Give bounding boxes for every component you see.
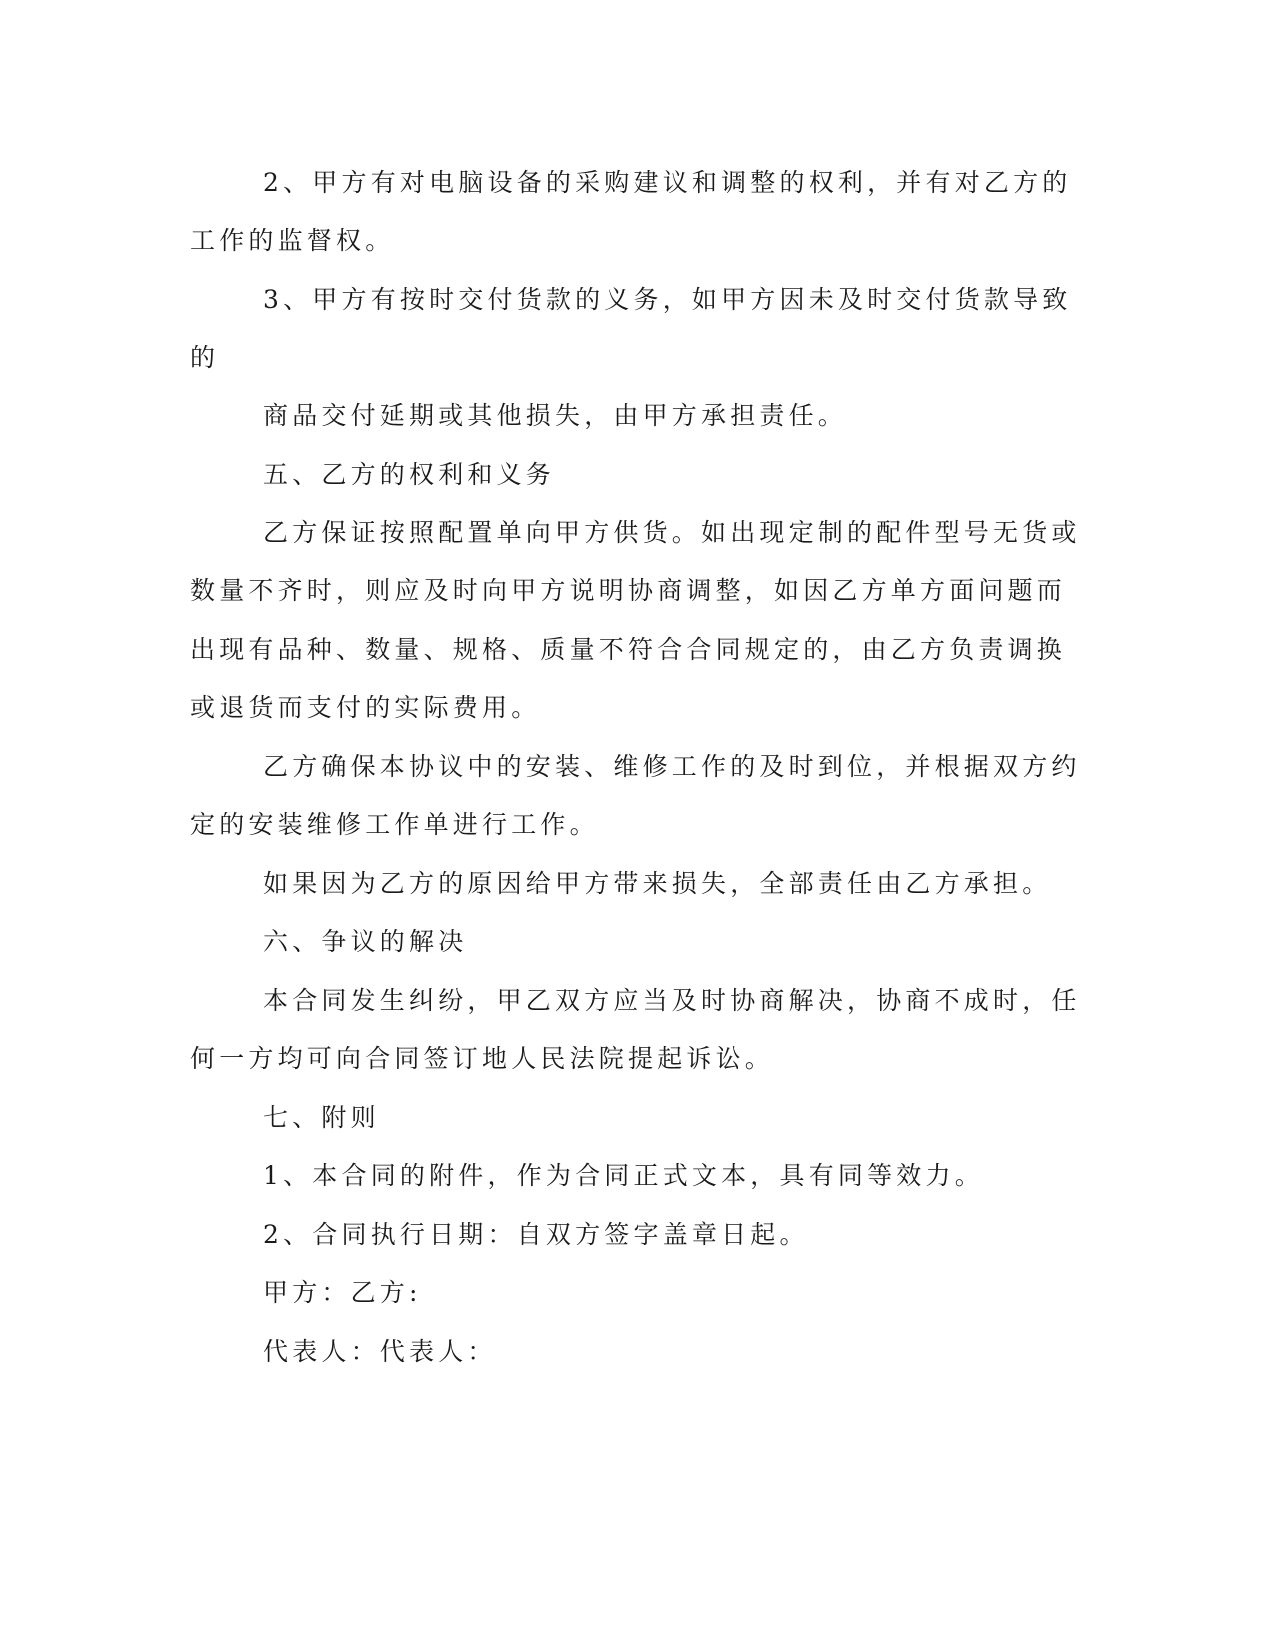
- section-6-para-line-2: 何一方均可向合同签订地人民法院提起诉讼。: [190, 1044, 775, 1073]
- section-5-para-1-line-1: 乙方保证按照配置单向甲方供货。如出现定制的配件型号无货或: [263, 518, 1081, 547]
- section-6-para-line-1: 本合同发生纠纷，甲乙双方应当及时协商解决，协商不成时，任: [263, 986, 1081, 1015]
- section-5-para-1-line-3: 出现有品种、数量、规格、质量不符合合同规定的，由乙方负责调换: [190, 635, 1067, 664]
- section-5-para-2-line-1: 乙方确保本协议中的安装、维修工作的及时到位，并根据双方约: [263, 752, 1081, 781]
- section-7-item-2: 2、合同执行日期：自双方签字盖章日起。: [263, 1220, 809, 1249]
- clause-4-3-line-1: 3、甲方有按时交付货款的义务，如甲方因未及时交付货款导致: [263, 285, 1072, 314]
- section-5-para-2-line-2: 定的安装维修工作单进行工作。: [190, 810, 599, 839]
- section-5-para-1-line-4: 或退货而支付的实际费用。: [190, 693, 541, 722]
- signature-parties: 甲方：乙方:: [263, 1278, 422, 1307]
- section-5-para-1-line-2: 数量不齐时，则应及时向甲方说明协商调整，如因乙方单方面问题而: [190, 576, 1067, 605]
- section-heading-7: 七、附则: [263, 1103, 380, 1132]
- section-7-item-1: 1、本合同的附件，作为合同正式文本，具有同等效力。: [263, 1161, 984, 1190]
- section-5-para-3: 如果因为乙方的原因给甲方带来损失，全部责任由乙方承担。: [263, 869, 1052, 898]
- clause-4-3-line-3: 商品交付延期或其他损失，由甲方承担责任。: [263, 401, 848, 430]
- clause-4-2-line-2: 工作的监督权。: [190, 226, 395, 255]
- signature-representatives: 代表人：代表人：: [263, 1337, 497, 1366]
- clause-4-3-line-2: 的: [190, 343, 220, 372]
- section-heading-6: 六、争议的解决: [263, 927, 468, 956]
- clause-4-2-line-1: 2、甲方有对电脑设备的采购建议和调整的权利，并有对乙方的: [263, 168, 1072, 197]
- section-heading-5: 五、乙方的权利和义务: [263, 460, 556, 489]
